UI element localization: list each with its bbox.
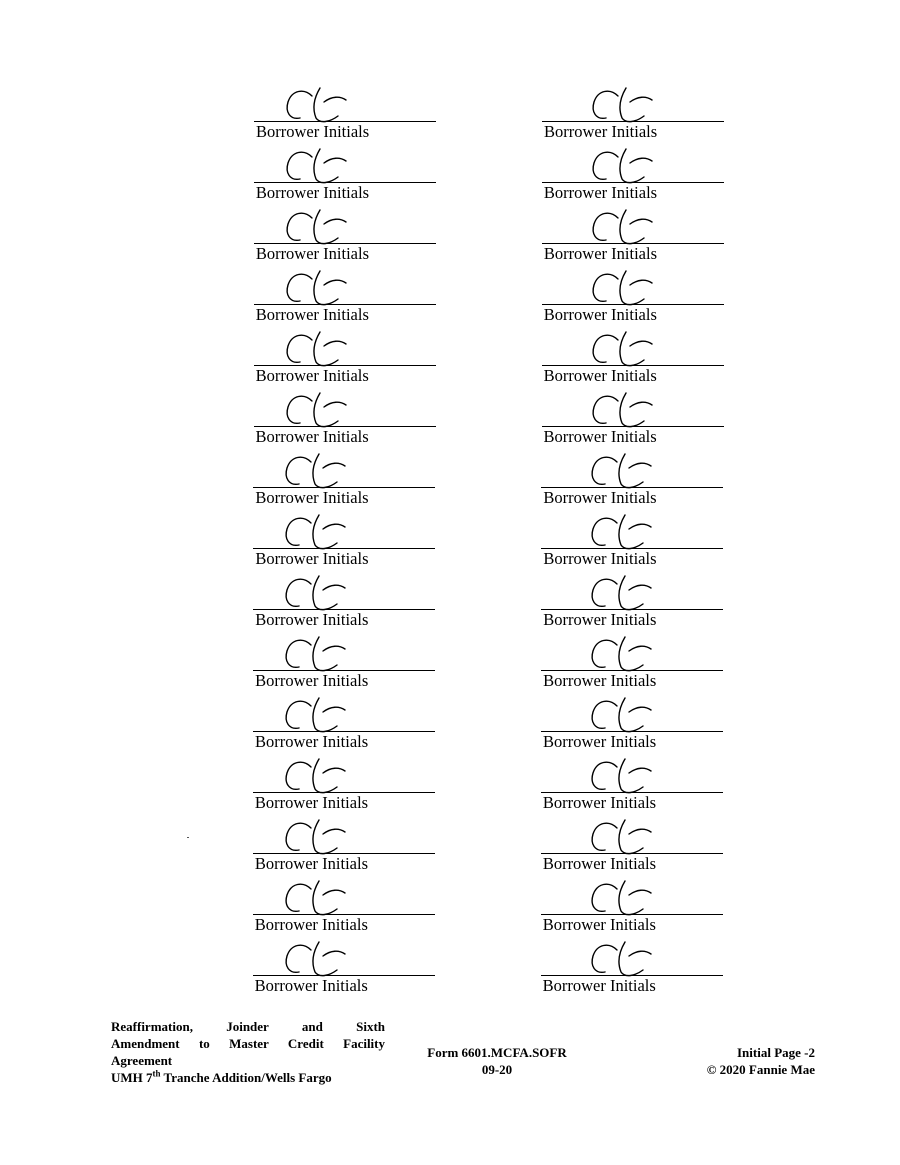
initials-entry — [253, 871, 435, 932]
initials-entry — [541, 688, 723, 749]
borrower-initials-label: Borrower Initials — [255, 244, 369, 263]
initials-entry — [253, 627, 435, 688]
borrower-initials-label: Borrower Initials — [543, 732, 657, 751]
copyright: © 2020 Fannie Mae — [706, 1062, 815, 1077]
page-number: Initial Page -2 — [737, 1045, 815, 1060]
footer-page-info — [650, 1044, 815, 1078]
initials-entry — [542, 78, 724, 139]
borrower-initials-label: Borrower Initials — [544, 122, 658, 141]
initials-entry — [542, 383, 724, 444]
borrower-initials-label: Borrower Initials — [255, 488, 369, 507]
initials-entry — [254, 261, 436, 322]
footer-form-number — [400, 1044, 594, 1078]
footer-title-line-4: UMH 7th Tranche Addition/Wells Fargo — [111, 1068, 332, 1085]
borrower-initials-label: Borrower Initials — [542, 793, 657, 812]
borrower-initials-label: Borrower Initials — [255, 305, 369, 324]
borrower-initials-label: Borrower Initials — [255, 671, 369, 690]
borrower-initials-label: Borrower Initials — [254, 854, 368, 873]
initials-column-left — [254, 78, 436, 993]
initials-entry — [254, 139, 436, 200]
initials-entry — [541, 505, 723, 566]
initials-entry — [253, 932, 435, 993]
initials-entry — [541, 810, 723, 871]
initials-entry — [541, 749, 723, 810]
initials-entry — [253, 688, 435, 749]
initials-entry — [542, 322, 724, 383]
borrower-initials-label: Borrower Initials — [255, 427, 369, 446]
initials-entry — [541, 932, 723, 993]
borrower-initials-label: Borrower Initials — [543, 244, 657, 263]
initials-entry — [541, 871, 723, 932]
initials-entry — [541, 627, 723, 688]
initials-entry — [542, 261, 724, 322]
footer-document-title — [111, 1018, 385, 1086]
borrower-initials-label: Borrower Initials — [254, 915, 368, 934]
borrower-initials-label: Borrower Initials — [543, 366, 657, 385]
borrower-initials-label: Borrower Initials — [542, 915, 656, 934]
footer-title-line-1: Reaffirmation, Joinder and Sixth — [111, 1019, 385, 1034]
borrower-initials-label: Borrower Initials — [543, 671, 657, 690]
initials-entry — [542, 139, 724, 200]
scan-speck — [187, 837, 189, 838]
borrower-initials-label: Borrower Initials — [543, 305, 657, 324]
borrower-initials-label: Borrower Initials — [542, 976, 656, 995]
borrower-initials-label: Borrower Initials — [255, 366, 369, 385]
initials-entry — [253, 444, 435, 505]
borrower-initials-label: Borrower Initials — [254, 793, 369, 812]
initials-column-right — [542, 78, 724, 993]
initials-entry — [253, 749, 435, 810]
initials-entry — [253, 566, 435, 627]
initials-entry — [542, 200, 724, 261]
initials-entry — [541, 566, 723, 627]
borrower-initials-label: Borrower Initials — [254, 976, 368, 995]
form-date: 09-20 — [481, 1062, 513, 1077]
borrower-initials-label: Borrower Initials — [543, 427, 657, 446]
initials-entry — [254, 322, 436, 383]
borrower-initials-label: Borrower Initials — [255, 732, 369, 751]
initials-entry — [541, 444, 723, 505]
initials-entry — [253, 505, 435, 566]
initials-entry — [253, 810, 435, 871]
initials-entry — [254, 78, 436, 139]
borrower-initials-label: Borrower Initials — [543, 488, 657, 507]
footer-title-line-2: Amendment to Master Credit Facility — [111, 1036, 385, 1051]
borrower-initials-label: Borrower Initials — [542, 854, 656, 873]
borrower-initials-label: Borrower Initials — [543, 610, 657, 629]
borrower-initials-label: Borrower Initials — [543, 183, 658, 202]
footer-title-line-3: Agreement — [111, 1053, 173, 1068]
form-number: Form 6601.MCFA.SOFR — [427, 1045, 567, 1060]
initials-entry — [254, 200, 436, 261]
borrower-initials-label: Borrower Initials — [543, 549, 657, 568]
borrower-initials-label: Borrower Initials — [255, 549, 369, 568]
borrower-initials-label: Borrower Initials — [256, 122, 370, 141]
borrower-initials-label: Borrower Initials — [255, 183, 370, 202]
initials-entry — [254, 383, 436, 444]
borrower-initials-label: Borrower Initials — [255, 610, 369, 629]
